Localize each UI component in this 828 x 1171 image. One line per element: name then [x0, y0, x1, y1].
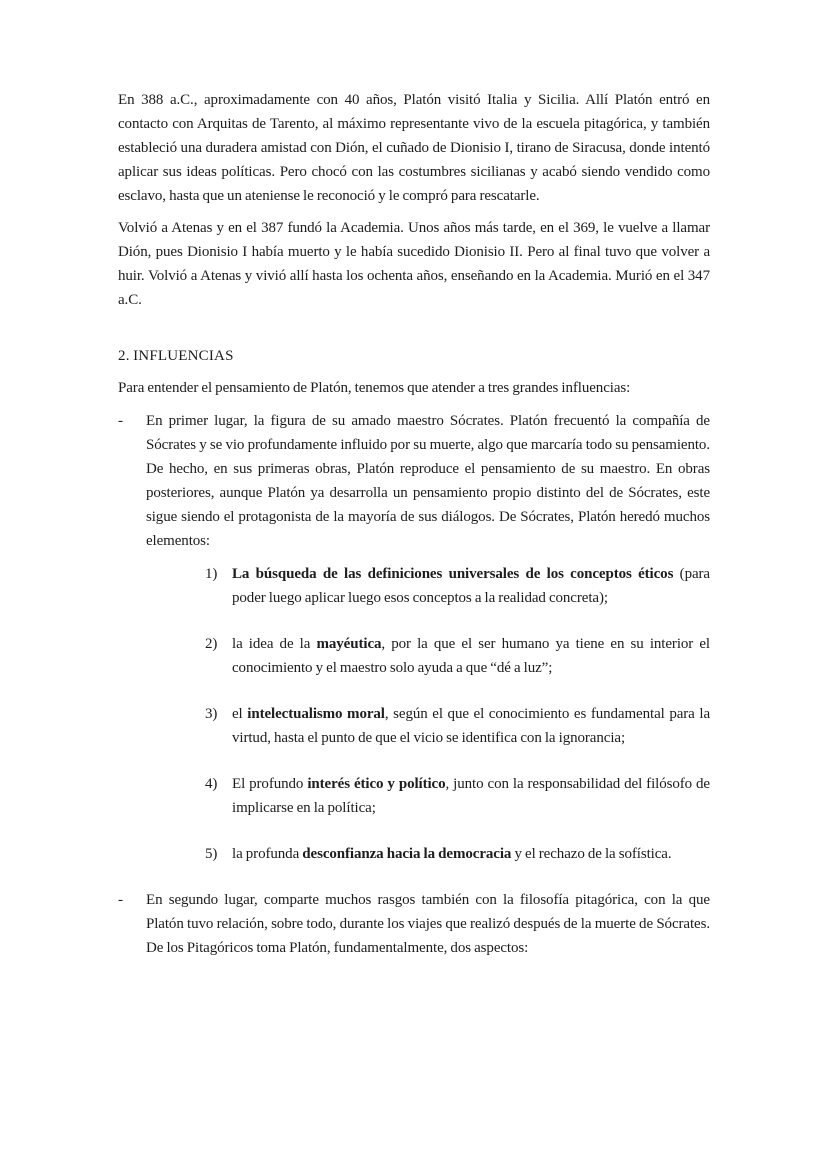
paragraph-influencias-intro: Para entender el pensamiento de Platón, tenemos que atender a tres grandes influencias:	[118, 380, 631, 396]
numbered-item-text	[232, 842, 710, 866]
numbered-item-text	[232, 632, 710, 680]
bold-term-interes-etico-politico: interés ético y político	[307, 776, 446, 792]
item-number-label: 4)	[205, 776, 218, 792]
bold-term-mayeutica: mayéutica	[316, 636, 382, 652]
text-segment: la idea de la	[232, 636, 317, 652]
item-number-label: 5)	[205, 846, 218, 862]
numbered-item-4	[205, 772, 710, 820]
paragraph-biography-italy-sicily: En 388 a.C., aproximadamente con 40 años, Platón visitó Italia y Sicilia. Allí Platón entró en contacto con Arquitas de Tarento, al máximo representante vivo de la escuela pitagórica, y también estableció una duradera amistad con Dión, el cuñado de Dionisio I, tirano de Siracusa, donde intentó aplicar sus ideas políticas. Pero chocó con las costumbres sicilianas y acabó siendo vendido como esclavo, hasta que un ateniense le reconoció y le compró para rescatarle.	[118, 92, 710, 204]
dash-list-item-pitagoricos	[118, 888, 710, 960]
text-segment: El profundo	[232, 776, 308, 792]
dash-item-text: En primer lugar, la figura de su amado maestro Sócrates. Platón frecuentó la compañía de Sócrates y se vio profundamente influido por su muerte, algo que marcaría todo su pensamiento. De hecho, en sus primeras obras, Platón reproduce el pensamiento de su maestro. En obras posteriores, aunque Platón ya desarrolla un pensamiento propio distinto del de Sócrates, este sigue siendo el protagonista de la mayoría de sus diálogos. De Sócrates, Platón heredó muchos elementos:	[146, 413, 710, 549]
numbered-item-text	[232, 702, 710, 750]
text-segment: y el rechazo de la sofística.	[511, 846, 672, 862]
text-segment: el	[232, 706, 248, 722]
numbered-item-text	[232, 562, 710, 610]
numbered-list-socrates-elements	[118, 562, 710, 866]
text-segment: , por la que el ser humano ya tiene en su interior el conocimiento y el maestro solo ayuda a que “dé a luz”;	[232, 636, 710, 676]
numbered-item-1	[205, 562, 710, 610]
dash-list-item-socrates	[118, 409, 710, 553]
text-segment: (para poder luego aplicar luego esos conceptos a la realidad concreta);	[232, 566, 710, 606]
numbered-item-5	[205, 842, 710, 866]
text-segment: la profunda	[232, 846, 303, 862]
bold-term-desconfianza-democracia: desconfianza hacia la democracia	[302, 846, 512, 862]
item-number-label: 1)	[205, 566, 218, 582]
text-segment: , junto con la responsabilidad del filósofo de implicarse en la política;	[232, 776, 710, 816]
paragraph-biography-academia: Volvió a Atenas y en el 387 fundó la Academia. Unos años más tarde, en el 369, le vuelve a llamar Dión, pues Dionisio I había muerto y le había sucedido Dionisio II. Pero al final tuvo que volver a huir. Volvió a Atenas y vivió allí hasta los ochenta años, enseñando en la Academia. Murió en el 347 a.C.	[118, 220, 710, 308]
section-heading-influencias: 2. INFLUENCIAS	[118, 348, 234, 364]
bold-term-intelectualismo-moral: intelectualismo moral	[247, 706, 385, 722]
item-number-label: 2)	[205, 636, 218, 652]
numbered-item-2	[205, 632, 710, 680]
dash-bullet: -	[118, 892, 123, 908]
numbered-item-3	[205, 702, 710, 750]
numbered-item-text	[232, 772, 710, 820]
item-number-label: 3)	[205, 706, 218, 722]
text-segment: , según el que el conocimiento es fundamental para la virtud, hasta el punto de que el vicio se identifica con la ignorancia;	[232, 706, 710, 746]
bold-term-definiciones-universales: La búsqueda de las definiciones universales de los conceptos éticos	[232, 566, 674, 582]
dash-bullet: -	[118, 413, 123, 429]
dash-item-text: En segundo lugar, comparte muchos rasgos también con la filosofía pitagórica, con la que Platón tuvo relación, sobre todo, durante los viajes que realizó después de la muerte de Sócrates. De los Pitagóricos toma Platón, fundamentalmente, dos aspectos:	[146, 892, 710, 956]
